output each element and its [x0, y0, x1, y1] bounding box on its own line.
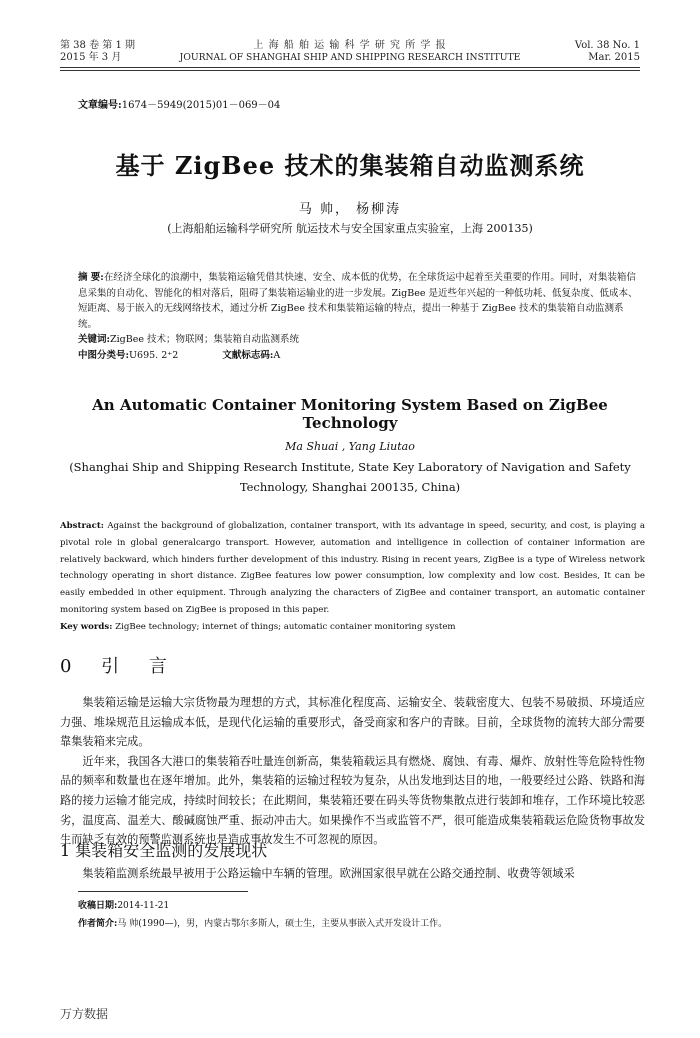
- abstract-cn: [78, 270, 640, 363]
- keywords-en-label: Key words:: [60, 621, 113, 632]
- clc-value: U695. 2⁺2: [129, 349, 179, 361]
- journal-name-cn: 上 海 船 舶 运 输 科 学 研 究 所 学 报: [253, 40, 447, 51]
- received-value: 2014-11-21: [117, 901, 170, 911]
- author-bio-value: 马 帅(1990—)，男，内蒙古鄂尔多斯人，硕士生，主要从事嵌入式开发设计工作。: [117, 919, 448, 929]
- watermark: 万方数据: [60, 1007, 109, 1021]
- header-rule: [60, 67, 640, 68]
- abstract-en-text: Against the background of globalization, container transport, with its advantage in speed, security, and cost, is playing a pivotal role in global generalcargo transport. However, automation and intelligence in collection of container information are relatively backward, which hinders further development of this industry. Rising in recent years, ZigBee is a type of Wireless network technology operating in short distance. ZigBee features low power consumption, low complexity and low cost. Besides, It can be easily embedded in other equipment. Through analyzing the characters of ZigBee and container transport, an automatic container monitoring system based on ZigBee is proposed in this paper.: [60, 521, 645, 615]
- article-number-value: 1674－5949(2015)01－069－04: [121, 100, 281, 111]
- paragraph: 集装箱运输是运输大宗货物最为理想的方式，其标准化程度高、运输安全、装载密度大、包装不易破损、环境适应力强、堆垛规范且运输成本低，是现代化运输的重要形式，备受商家和客户的青睐。目前，全球货物的流转大部分需要靠集装箱来完成。: [60, 696, 645, 749]
- volume-issue: 第 38 卷 第 1 期: [60, 40, 135, 51]
- author-bio: [78, 916, 447, 929]
- doc-code-value: A: [273, 349, 281, 361]
- authors-cn: 马 帅， 杨柳涛: [298, 202, 402, 217]
- clc-label: 中图分类号:: [78, 349, 130, 361]
- journal-name-en: JOURNAL OF SHANGHAI SHIP AND SHIPPING RESEARCH INSTITUTE: [179, 52, 521, 63]
- section-1-body: [60, 864, 645, 884]
- keywords-cn-label: 关键词:: [78, 334, 111, 345]
- authors-en: Ma Shuai , Yang Liutao: [285, 440, 415, 453]
- keywords-cn-text: ZigBee 技术；物联网；集装箱自动监测系统: [110, 334, 299, 345]
- footnote-rule: [78, 891, 248, 892]
- abstract-en-label: Abstract:: [60, 521, 104, 531]
- title-en: An Automatic Container Monitoring System Based on ZigBee Technology: [92, 396, 608, 432]
- issue-date: 2015 年 3 月: [60, 52, 122, 63]
- date-en: Mar. 2015: [588, 52, 640, 63]
- issue-info: [60, 40, 135, 64]
- title-cn: 基于 ZigBee 技术的集装箱自动监测系统: [115, 151, 585, 180]
- volume-en: Vol. 38 No. 1: [574, 40, 640, 51]
- article-number-label: 文章编号:: [78, 100, 122, 111]
- keywords-en-text: ZigBee technology; internet of things; automatic container monitoring system: [112, 621, 456, 632]
- section-0-heading: 0 引 言: [60, 656, 179, 677]
- received-date: [78, 898, 169, 911]
- article-number: [78, 96, 280, 111]
- keywords-en: [60, 619, 645, 636]
- affiliation-cn: (上海船舶运输科学研究所 航运技术与安全国家重点实验室，上海 200135): [167, 222, 533, 235]
- abstract-en-block: [60, 518, 645, 619]
- classification: [78, 348, 640, 364]
- abstract-cn-block: [78, 270, 640, 332]
- paragraph: 集装箱监测系统最早被用于公路运输中车辆的管理。欧洲国家很早就在公路交通控制、收费等领域采: [82, 867, 575, 880]
- abstract-cn-text: 在经济全球化的浪潮中，集装箱运输凭借其快速、安全、成本低的优势，在全球货运中起着至关重要的作用。同时，对集装箱信息采集的自动化、智能化的相对落后，阻碍了集装箱运输业的进一步发展。ZigBee 是近些年兴起的一种低功耗、低复杂度、低成本、短距离、易于嵌入的无线网络技术，通过分析 ZigBee 技术和集装箱运输的特点，提出一种基于 ZigBee 技术的集装箱自动监测系统。: [78, 272, 638, 330]
- doc-code-label: 文献标志码:: [222, 349, 274, 361]
- header-rule-2: [60, 70, 640, 71]
- volume-info-en: [540, 40, 640, 64]
- received-label: 收稿日期:: [78, 901, 118, 911]
- author-bio-label: 作者简介:: [78, 919, 118, 929]
- section-0-body: [60, 693, 645, 850]
- abstract-cn-label: 摘 要:: [78, 272, 104, 283]
- abstract-en: [60, 518, 645, 636]
- keywords-cn: [78, 332, 640, 348]
- affiliation-en: (Shanghai Ship and Shipping Research Institute, State Key Laboratory of Navigation and Safety Technology, Shanghai 200135, China): [69, 460, 631, 494]
- section-1-heading: 1 集装箱安全监测的发展现状: [60, 841, 268, 860]
- paragraph: 近年来，我国各大港口的集装箱吞吐量连创新高，集装箱载运具有燃烧、腐蚀、有毒、爆炸、放射性等危险特性物品的频率和数量也在逐年增加。此外，集装箱的运输过程较为复杂，从出发地到达目的地，一般要经过公路、铁路和海路的接力运输才能完成，持续时间较长；在此期间，集装箱还要在码头等货物集散点进行装卸和堆存，工作环境比较恶劣，温度高、温差大、酸碱腐蚀严重、振动冲击大。如果操作不当或监管不严，很可能造成集装箱载运危险货物事故发生而缺乏有效的预警监测系统也是造成事故发生不可忽视的原因。: [60, 754, 645, 847]
- journal-name: [160, 40, 540, 64]
